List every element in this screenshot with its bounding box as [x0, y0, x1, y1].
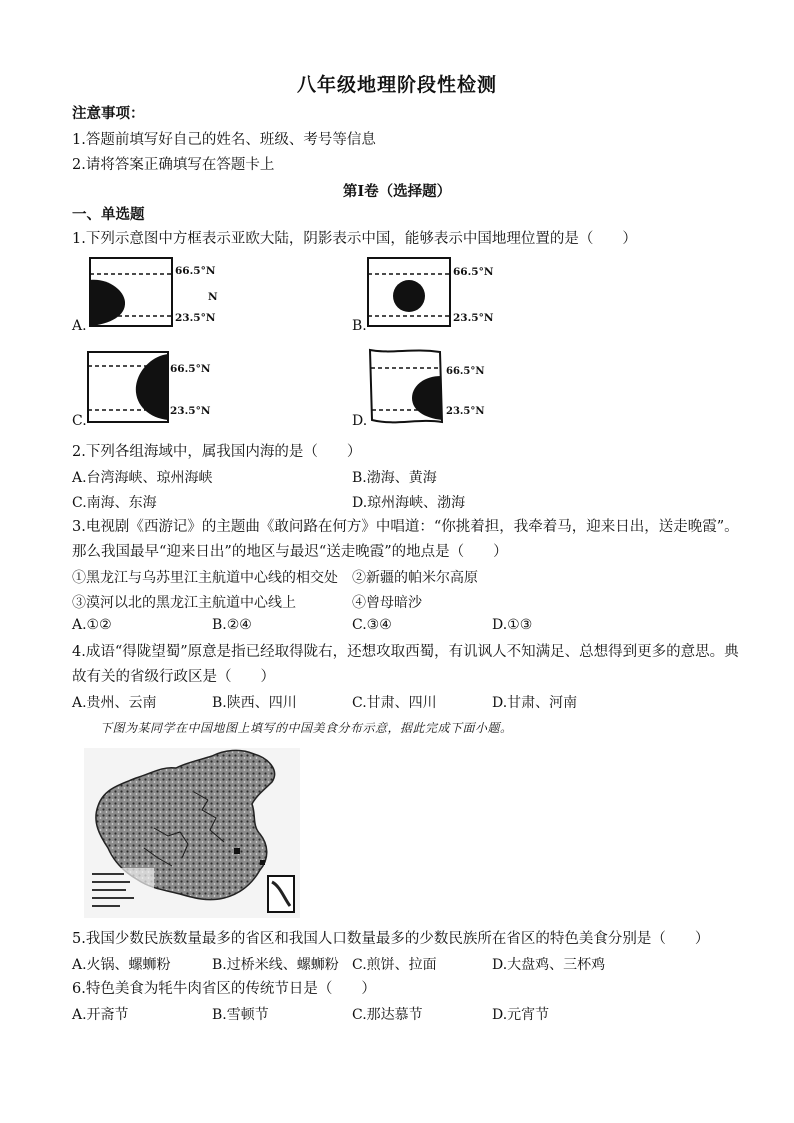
- latitude-label-south: 23.5°N: [175, 312, 216, 324]
- q5-option-a[interactable]: A.火锅、螺蛳粉: [72, 957, 171, 973]
- latitude-label-north: 66.5°N: [175, 265, 216, 277]
- q6-option-a[interactable]: A.开斋节: [72, 1007, 129, 1023]
- q3-option-c[interactable]: C.③④: [352, 617, 392, 633]
- china-shading: [393, 280, 425, 312]
- question-5-stem: 5.我国少数民族数量最多的省区和我国人口数量最多的少数民族所在省区的特色美食分别是（ ）: [72, 931, 710, 947]
- q4-option-d[interactable]: D.甘肃、河南: [492, 695, 578, 711]
- q6-option-b[interactable]: B.雪顿节: [212, 1007, 269, 1023]
- option-c-diagram[interactable]: [82, 348, 222, 428]
- material-note: 下图为某同学在中国地图上填写的中国美食分布示意，据此完成下面小题。: [100, 721, 513, 735]
- china-shading: [90, 280, 125, 326]
- question-1-stem: 1.下列示意图中方框表示亚欧大陆，阴影表示中国，能够表示中国地理位置的是（ ）: [72, 231, 637, 247]
- question-2-stem: 2.下列各组海域中，属我国内海的是（ ）: [72, 444, 362, 460]
- question-4-stem-line: 故有关的省级行政区是（ ）: [72, 669, 275, 685]
- option-c-label[interactable]: C.: [72, 413, 87, 429]
- latitude-label-south: 23.5°N: [446, 406, 485, 417]
- option-a-diagram[interactable]: [82, 254, 222, 332]
- section-part-title: 第Ⅰ卷（选择题）: [342, 183, 452, 200]
- question-3-stem-line: 那么我国最早“迎来日出”的地区与最迟“送走晚霞”的地点是（ ）: [72, 544, 508, 560]
- notice-heading: 注意事项：: [72, 105, 145, 122]
- latitude-label-north: 66.5°N: [453, 266, 494, 278]
- q5-option-b[interactable]: B.过桥米线、螺蛳粉: [212, 957, 339, 973]
- option-b-label[interactable]: B.: [352, 318, 367, 334]
- option-a-label[interactable]: A.: [72, 318, 87, 334]
- q3-statement: ②新疆的帕米尔高原: [352, 570, 478, 586]
- page-title: 八年级地理阶段性检测: [296, 74, 497, 96]
- q2-option-d[interactable]: D.琼州海峡、渤海: [352, 495, 466, 511]
- q3-option-a[interactable]: A.①②: [72, 617, 112, 633]
- q2-option-a[interactable]: A.台湾海峡、琼州海峡: [72, 470, 213, 486]
- latitude-label-south: 23.5°N: [453, 312, 494, 324]
- q3-option-b[interactable]: B.②④: [212, 617, 252, 633]
- question-3-stem-line: 3.电视剧《西游记》的主题曲《敢问路在何方》中唱道：“你挑着担，我牵着马，迎来日出，送走晚霞”。: [72, 519, 739, 535]
- stray-label: N: [208, 291, 218, 303]
- q3-statement: ③漠河以北的黑龙江主航道中心线上: [72, 595, 296, 611]
- notice-item: 2.请将答案正确填写在答题卡上: [72, 157, 275, 173]
- q4-option-a[interactable]: A.贵州、云南: [72, 695, 157, 711]
- section-type-heading: 一、单选题: [72, 206, 145, 223]
- china-food-map-image: [84, 748, 300, 918]
- question-6-stem: 6.特色美食为牦牛肉省区的传统节日是（ ）: [72, 981, 376, 997]
- q5-option-c[interactable]: C.煎饼、拉面: [352, 957, 437, 973]
- latitude-label-north: 66.5°N: [170, 363, 211, 375]
- notice-item: 1.答题前填写好自己的姓名、班级、考号等信息: [72, 132, 376, 148]
- q4-option-b[interactable]: B.陕西、四川: [212, 695, 297, 711]
- option-d-label[interactable]: D.: [352, 413, 368, 429]
- option-d-diagram[interactable]: [362, 346, 502, 430]
- question-4-stem-line: 4.成语“得陇望蜀”原意是指已经取得陇右，还想攻取西蜀，有讥讽人不知满足、总想得到更多的意思。典: [72, 644, 739, 660]
- q2-option-b[interactable]: B.渤海、黄海: [352, 470, 437, 486]
- latitude-label-south: 23.5°N: [170, 405, 211, 417]
- q6-option-c[interactable]: C.那达慕节: [352, 1007, 423, 1023]
- q3-statement: ④曾母暗沙: [352, 595, 422, 611]
- q3-option-d[interactable]: D.①③: [492, 617, 533, 633]
- q4-option-c[interactable]: C.甘肃、四川: [352, 695, 437, 711]
- q2-option-c[interactable]: C.南海、东海: [72, 495, 157, 511]
- q5-option-d[interactable]: D.大盘鸡、三杯鸡: [492, 957, 606, 973]
- latitude-label-north: 66.5°N: [446, 366, 485, 377]
- q3-statement: ①黑龙江与乌苏里江主航道中心线的相交处: [72, 570, 338, 586]
- q6-option-d[interactable]: D.元宵节: [492, 1007, 550, 1023]
- china-shading: [412, 376, 442, 420]
- option-b-diagram[interactable]: [362, 254, 502, 332]
